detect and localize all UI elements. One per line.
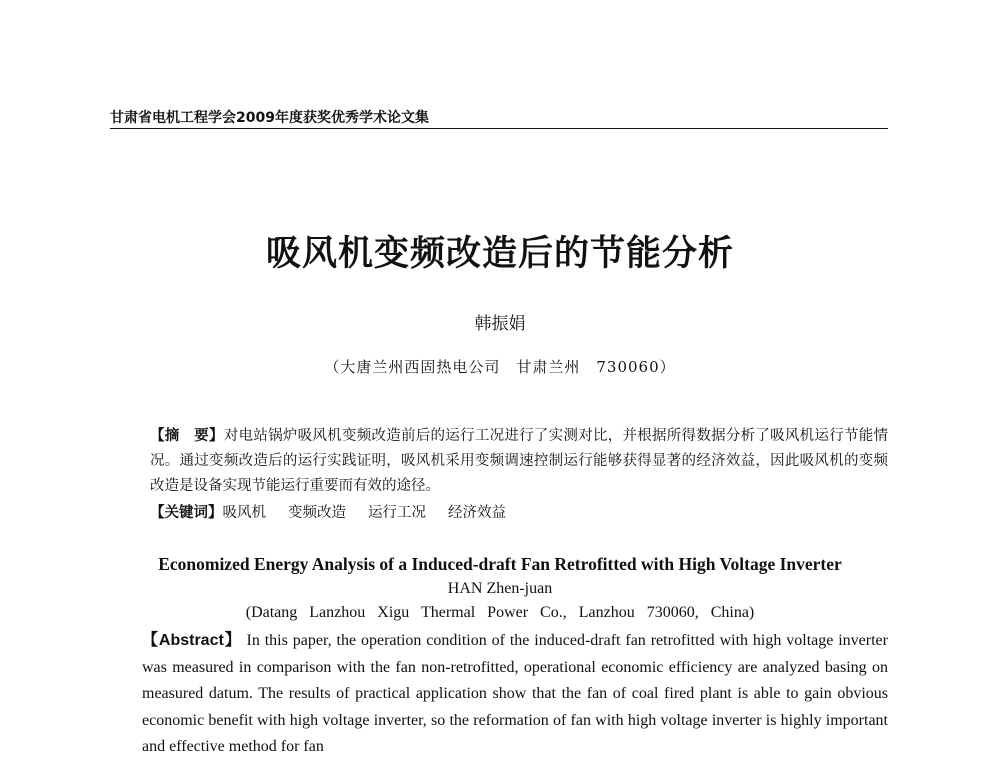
english-title: Economized Energy Analysis of a Induced-draft Fan Retrofitted with High Voltage Inverter: [158, 554, 842, 574]
running-header: 甘肃省电机工程学会2009年度获奖优秀学术论文集: [110, 110, 429, 126]
paper-title: 吸风机变频改造后的节能分析: [265, 233, 734, 274]
abstract-en: [110, 628, 888, 761]
abstract-en-label: 【Abstract】: [142, 632, 242, 649]
header-divider: [110, 128, 888, 129]
abstract-en-text: In this paper, the operation condition of the induced-draft fan retrofitted with high voltage inverter was measured in comparison with the fan non-retrofitted, operational economic efficiency are analyzed basing on measured datum. The results of practical application show that the fan of coal fired plant is able to gain obvious economic benefit with high voltage inverter, so the reformation of fan with high voltage inverter is highly important and effective method for fan: [142, 632, 888, 755]
english-author: HAN Zhen-juan: [447, 580, 553, 597]
abstract-cn-text: 对电站锅炉吸风机变频改造前后的运行工况进行了实测对比，并根据所得数据分析了吸风机运行节能情况。通过变频改造后的运行实践证明，吸风机采用变频调速控制运行能够获得显著的经济效益，因此吸风机的变频改造是设备实现节能运行重要而有效的途径。: [150, 428, 888, 494]
abstract-cn: [110, 423, 888, 499]
keyword: 吸风机: [222, 505, 266, 521]
keywords-cn: [150, 501, 888, 525]
author-affiliation: （大唐兰州西固热电公司 甘肃兰州 730060）: [324, 358, 676, 376]
keywords-cn-label: 【关键词】: [150, 504, 223, 521]
abstract-cn-label: 【摘 要】: [150, 427, 224, 444]
keyword: 变频改造: [288, 505, 346, 521]
author-name: 韩振娟: [474, 314, 526, 334]
keyword: 运行工况: [368, 505, 426, 521]
english-affiliation: (Datang Lanzhou Xigu Thermal Power Co., Lanzhou 730060, China): [245, 604, 755, 621]
keyword: 经济效益: [448, 505, 506, 521]
